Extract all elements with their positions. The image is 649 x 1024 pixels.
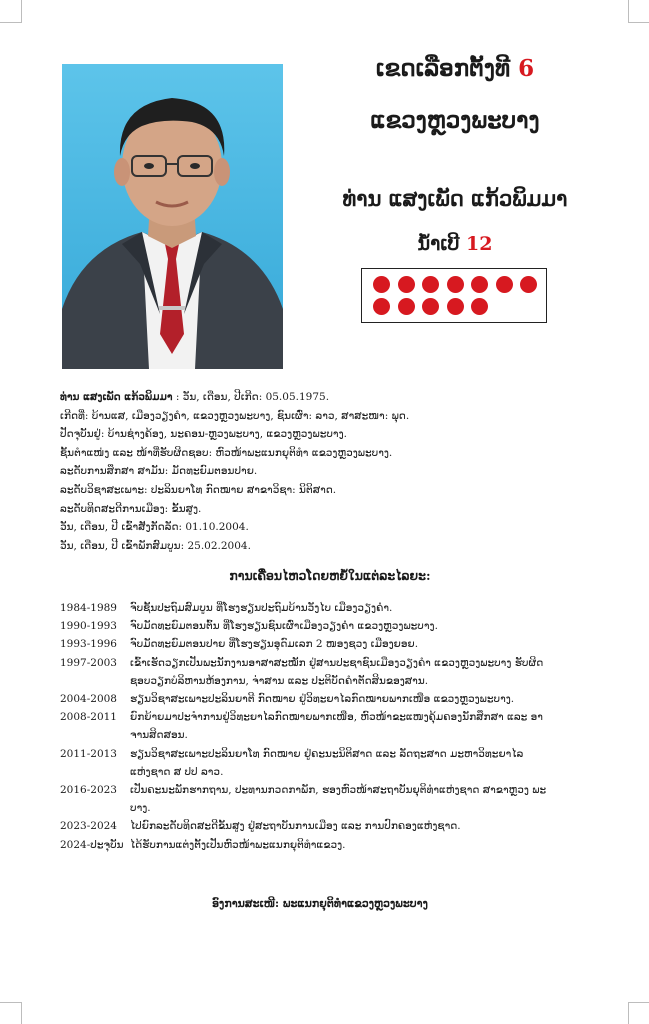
timeline-text: ໄປຍົກລະດັບທິດສະດີຂັ້ນສູງ ຢູ່ສະຖາບັນການເມືອງ ແລະ ການປົກຄອງແຫ່ງຊາດ. — [130, 820, 461, 833]
timeline-text: ຍົກຍ້າຍມາປະຈຳການຢູ່ວິທະຍາໄລກົດໝາຍພາກເໜືອ, ຫົວໜ້າຂະແໜງຄຸ້ມຄອງນັກສຶກສາ ແລະ ອາ ຈານສິດສອນ. — [130, 711, 543, 742]
crop-mark — [21, 0, 22, 22]
number-value: 12 — [465, 233, 493, 255]
timeline-text: ເຂົ້າເຮັດວຽກເປັນພະນັກງານອາສາສະໝັກ ຢູ່ສານປະຊາຊົນເມືອງວຽງຄຳ ແຂວງຫຼວງພະບາງ ຮັບຜິດ ຊອບວຽກບໍລິຫານຫ້ອງການ, ຈ່າສານ ແລະ ປະຕິບັດຄຳຕັດສິນຂອງສານ. — [130, 656, 544, 687]
timeline-row — [60, 745, 560, 781]
district-heading — [300, 55, 610, 82]
timeline-text: ຈົບມັດທະຍົມຕອນຕົ້ນ ທີ່ໂຮງຮຽນຊົນເຜົ່າເມືອງວຽງຄຳ ແຂວງຫຼວງພະບາງ. — [130, 620, 438, 633]
ballot-dot — [373, 298, 390, 315]
ballot-dot — [520, 276, 537, 293]
timeline-text: ເປັນຄະນະພັກຮາກຖານ, ປະທານກວດກາພັກ, ຮອງຫົວໜ້າສະຖາບັນຍຸຕິທຳແຫ່ງຊາດ ສາຂາຫຼວງ ພະບາງ. — [130, 784, 547, 815]
timeline-years: 2008-2011 — [60, 711, 117, 724]
ballot-dot — [447, 298, 464, 315]
timeline-title: ການເຄື່ອນໄຫວໂດຍຫຍໍ້ໃນແຕ່ລະໄລຍະ: — [229, 568, 431, 583]
info-line-general-education: ລະດັບການສຶກສາ ສາມັນ: ມັດທະຍົມຕອນປາຍ. — [60, 465, 258, 478]
ballot-dots-box — [361, 268, 547, 323]
timeline — [60, 599, 560, 854]
number-label: ນໍ້າເບີ — [417, 233, 460, 255]
timeline-years: 1997-2003 — [60, 656, 117, 669]
crop-mark — [628, 0, 629, 22]
crop-mark — [628, 22, 649, 23]
timeline-years: 2016-2023 — [60, 784, 117, 797]
timeline-row — [60, 708, 560, 744]
timeline-row — [60, 836, 560, 854]
timeline-years: 1990-1993 — [60, 620, 117, 633]
timeline-text: ໄດ້ຮັບການແຕ່ງຕັ້ງເປັນຫົວໜ້າພະແນກຍຸຕິທຳແຂວງ. — [130, 838, 346, 851]
timeline-row — [60, 817, 560, 835]
timeline-row — [60, 781, 560, 817]
ballot-dot — [422, 298, 439, 315]
timeline-text: ຈົບມັດທະຍົມຕອນປາຍ ທີ່ໂຮງຮຽນອຸດົມເລກ 2 ໜອງຊວງ ເມືອງຍອຍ. — [130, 638, 419, 651]
crop-mark — [628, 1002, 649, 1003]
timeline-years: 2023-2024 — [60, 820, 117, 833]
crop-mark — [0, 22, 22, 23]
timeline-years: 2024-ປະຈຸບັນ — [60, 838, 124, 851]
ballot-number — [300, 233, 610, 255]
crop-mark — [628, 1002, 629, 1024]
candidate-info — [60, 388, 580, 555]
timeline-text: ຮຽນວິຊາສະເພາະປະລິນຍາຕີ ກົດໝາຍ ຢູ່ວິທະຍາໄລກົດໝາຍພາກເໜືອ ແຂວງຫຼວງພະບາງ. — [130, 693, 515, 706]
nominating-organization: ອົງການສະເໜີ: ພະແນກຍຸຕິທຳແຂວງຫຼວງພະບາງ — [212, 897, 428, 910]
candidate-name: ທ່ານ ແສງເພັດ ແກ້ວພິມມາ — [342, 186, 568, 211]
crop-mark — [0, 1002, 22, 1003]
timeline-text: ຮຽນວິຊາສະເພາະປະລິນຍາໂທ ກົດໝາຍ ຢູ່ຄະນະນິຕິສາດ ແລະ ລັດຖະສາດ ມະຫາວິທະຍາໄລ ແຫ່ງຊາດ ສ ປປ ລາວ. — [130, 747, 524, 778]
portrait-illustration — [62, 64, 283, 369]
ballot-dot — [422, 276, 439, 293]
timeline-row — [60, 599, 560, 617]
ballot-dot — [447, 276, 464, 293]
info-line-position: ຊັ້ນຕຳແໜ່ງ ແລະ ໜ້າທີ່ຮັບຜິດຊອບ: ຫົວໜ້າພະແນກຍຸຕິທຳ ແຂວງຫຼວງພະບາງ. — [60, 446, 393, 459]
ballot-dot — [373, 276, 390, 293]
info-line-party-date: ວັນ, ເດືອນ, ປີ ເຂົ້າພັກສົມບູນ: 25.02.2004. — [60, 539, 251, 552]
info-line-birth — [60, 388, 580, 407]
ballot-dot — [398, 298, 415, 315]
info-line-specialization: ລະດັບວິຊາສະເພາະ: ປະລິນຍາໂທ ກົດໝາຍ ສາຂາວິຊາ: ນິຕິສາດ. — [60, 483, 337, 496]
info-line-birthplace: ເກີດທີ່: ບ້ານແສ, ເມືອງວຽງຄຳ, ແຂວງຫຼວງພະບາງ, ຊົນເຜົ່າ: ລາວ, ສາສະໜາ: ພຸດ. — [60, 409, 410, 422]
info-name: ທ່ານ ແສງເພັດ ແກ້ວພິມມາ — [60, 391, 173, 403]
timeline-years: 2004-2008 — [60, 693, 117, 706]
ballot-dot — [398, 276, 415, 293]
timeline-row — [60, 654, 560, 690]
candidate-photo — [62, 64, 283, 369]
timeline-years: 1984-1989 — [60, 602, 117, 614]
timeline-years: 2011-2013 — [60, 747, 117, 760]
timeline-text: ຈົບຊັ້ນປະຖົມສົມບູນ ທີ່ໂຮງຮຽນປະຖົມບ້ານວັງໄບ ເມືອງວຽງຄຳ. — [130, 602, 393, 614]
timeline-row — [60, 690, 560, 708]
ballot-dot — [496, 276, 513, 293]
province-heading: ແຂວງຫຼວງພະບາງ — [370, 107, 540, 134]
info-line-state-service-date: ວັນ, ເດືອນ, ປີ ເຂົ້າສັງກັດລັດ: 01.10.2004. — [60, 521, 249, 534]
district-prefix: ເຂດເລືອກຕັ້ງທີ — [375, 55, 511, 82]
crop-mark — [21, 1002, 22, 1024]
ballot-dot — [471, 298, 488, 315]
info-line-political-theory: ລະດັບທິດສະດີການເມືອງ: ຂັ້ນສູງ. — [60, 502, 202, 515]
timeline-years: 1993-1996 — [60, 638, 117, 651]
ballot-dot — [471, 276, 488, 293]
info-birthdate: : ວັນ, ເດືອນ, ປີເກີດ: 05.05.1975. — [172, 391, 330, 403]
district-number: 6 — [518, 55, 535, 82]
info-line-address: ປັດຈຸບັນຢູ່: ບ້ານຊ່າງຄ້ອງ, ນະຄອນ-ຫຼວງພະບາງ, ແຂວງຫຼວງພະບາງ. — [60, 428, 347, 441]
timeline-row — [60, 635, 560, 653]
timeline-row — [60, 617, 560, 635]
